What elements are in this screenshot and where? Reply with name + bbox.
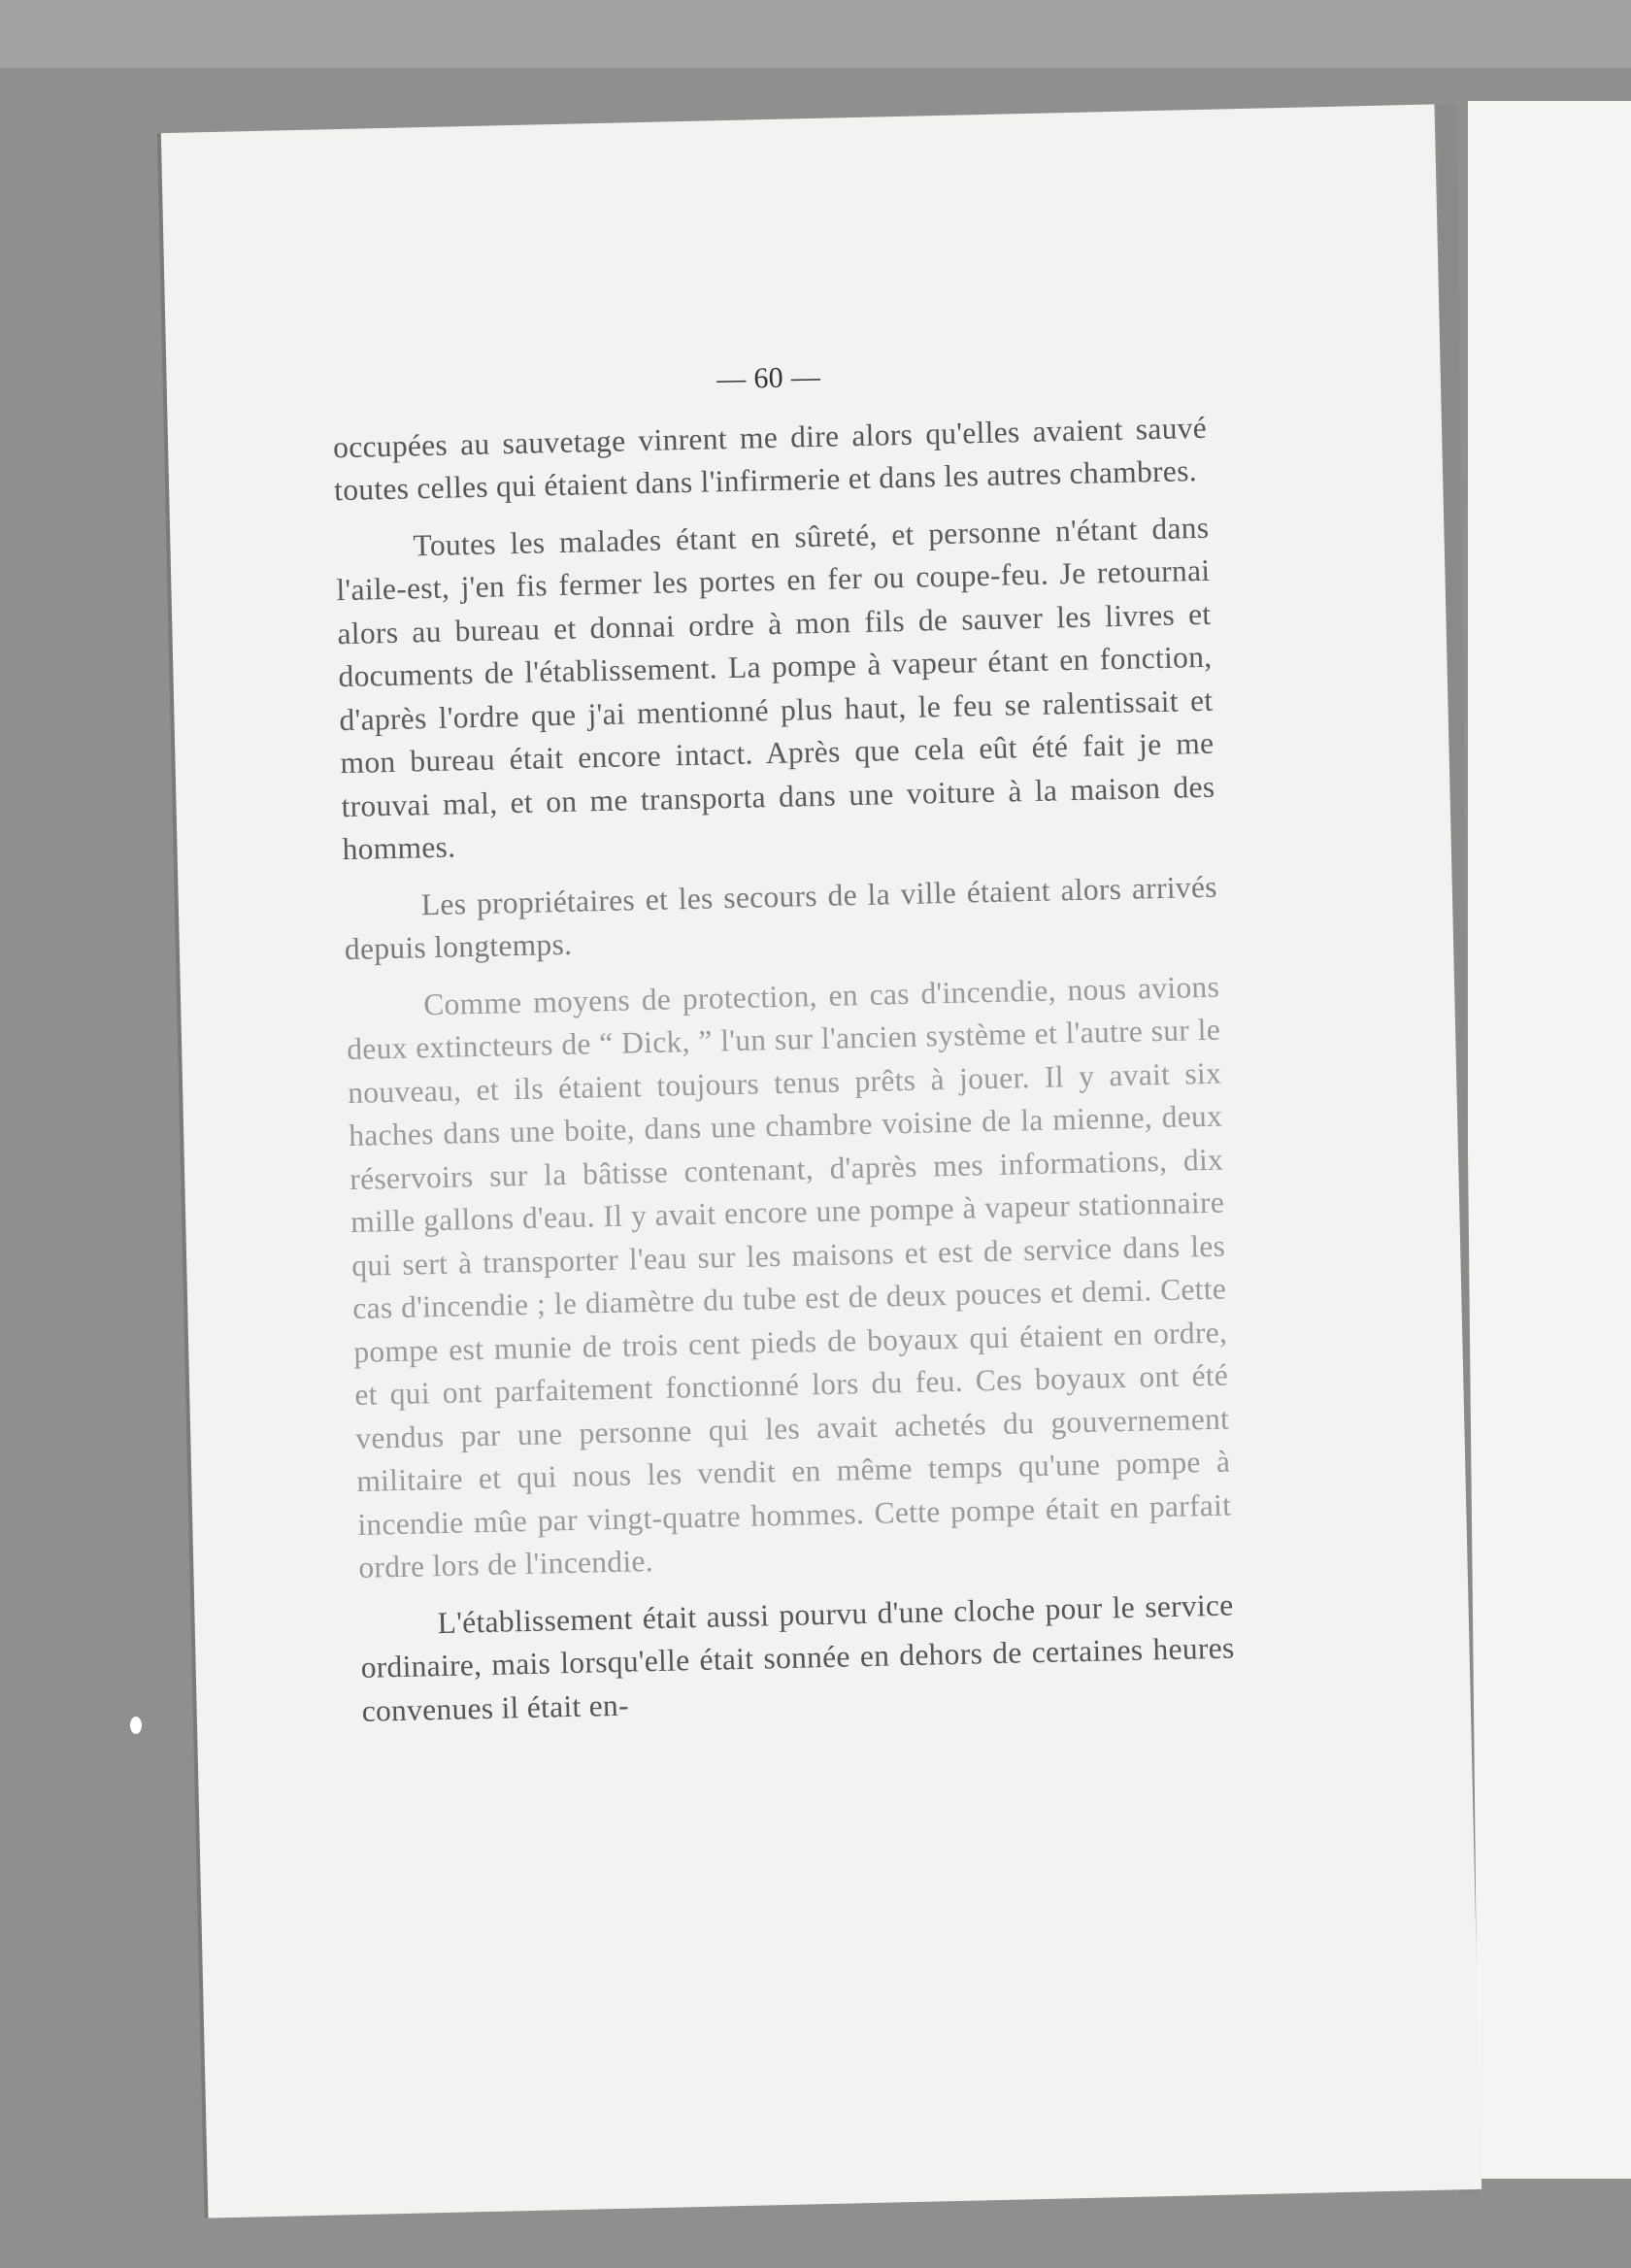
page-number: — 60 — xyxy=(716,360,821,396)
facing-page-edge xyxy=(1468,101,1631,2179)
paragraph-3: Les propriétaires et les secours de la ville étaient alors arrivés depuis longtemps. xyxy=(344,869,1218,967)
paragraph-5: L'établissement était aussi pourvu d'une cloche pour le service ordinaire, mais lorsqu'elle était sonnée en dehors de certaines heures convenues il était en- xyxy=(360,1586,1235,1728)
scan-speck xyxy=(130,1717,142,1734)
paragraph-1: occupées au sauvetage vinrent me dire alors qu'elles avaient sauvé toutes celles qui étaient dans l'infirmerie et dans les autres chambres. xyxy=(332,410,1208,508)
paragraph-2: Toutes les malades étant en sûreté, et personne n'étant dans l'aile-est, j'en fis fermer les portes en fer ou coupe-feu. Je retournai alors au bureau et donnai ordre à mon fils de sauver les livres et documents de l'établissement. La pompe à vapeur étant en fonction, d'après l'ordre que j'ai mentionné plus haut, le feu se ralentissait et mon bureau était encore intact. Après que cela eût été fait je me trouvai mal, et on me transporta dans une voiture à la maison des hommes. xyxy=(336,510,1215,867)
book-page xyxy=(161,104,1481,2218)
scan-top-band xyxy=(0,0,1631,68)
page-text xyxy=(331,348,1236,1747)
paragraph-4: Comme moyens de protection, en cas d'incendie, nous avions deux extincteurs de “ Dick, ” l'un sur l'ancien système et l'autre sur le nouveau, et ils étaient toujours tenus prêts à jouer. Il y avait six haches dans une boite, dans une chambre voisine de la mienne, deux réservoirs sur la bâtisse contenant, d'après mes informations, dix mille gallons d'eau. Il y avait encore une pompe à vapeur stationnaire qui sert à transporter l'eau sur les maisons et est de service dans les cas d'incendie ; le diamètre du tube est de deux pouces et demi. Cette pompe est munie de trois cent pieds de boyaux qui étaient en ordre, et qui ont parfaitement fonctionné lors du feu. Ces boyaux ont été vendus par une personne qui les avait achetés du gouvernement militaire et qui nous les vendit en même temps qu'une pompe à incendie mûe par vingt-quatre hommes. Cette pompe était en parfait ordre lors de l'incendie. xyxy=(346,969,1232,1584)
